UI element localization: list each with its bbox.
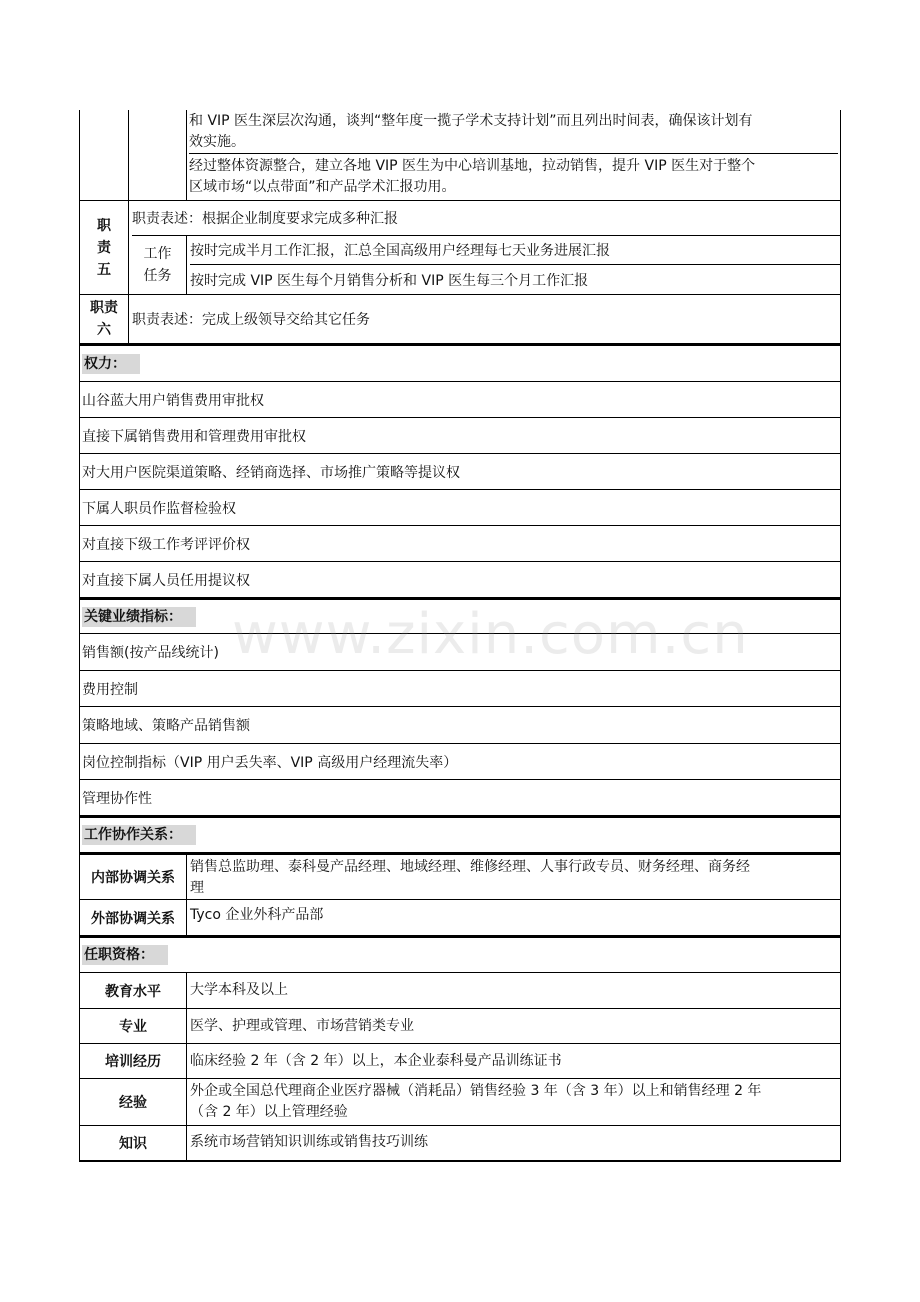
duty4-line: 区域市场“以点带面”和产品学术汇报功用。 bbox=[189, 179, 456, 195]
duty6-row bbox=[79, 295, 841, 344]
major-label: 专业 bbox=[119, 1019, 147, 1035]
watermark: www.zixin.com.cn bbox=[232, 602, 749, 667]
duty4-line: 和 VIP 医生深层次沟通，谈判“整年度一揽子学术支持计划”而且列出时间表，确保该计划有 bbox=[189, 113, 753, 129]
experience-label: 经验 bbox=[119, 1095, 147, 1111]
kpi-item bbox=[79, 671, 841, 707]
internal-relations-value: 销售总监助理、泰科曼产品经理、地域经理、维修经理、人事行政专员、财务经理、商务经 理 bbox=[190, 859, 750, 896]
authority-item-text: 对直接下属人员任用提议权 bbox=[82, 572, 250, 589]
duty4-line: 经过整体资源整合，建立各地 VIP 医生为中心培训基地，拉动销售，提升 VIP 医生对于整个 bbox=[189, 153, 838, 177]
relations-title: 工作协作关系： bbox=[82, 825, 196, 845]
duty4-line: 效实施。 bbox=[189, 134, 245, 150]
duty6-description: 职责表述：完成上级领导交给其它任务 bbox=[132, 312, 370, 328]
external-relations-value: Tyco 企业外科产品部 bbox=[190, 907, 324, 923]
authority-item-text: 下属人职员作监督检验权 bbox=[82, 500, 236, 517]
knowledge-value: 系统市场营销知识训练或销售技巧训练 bbox=[190, 1134, 428, 1150]
authority-header bbox=[79, 344, 841, 382]
kpi-header bbox=[79, 598, 841, 634]
kpi-list bbox=[79, 634, 841, 816]
training-value: 临床经验 2 年（含 2 年）以上，本企业泰科曼产品训练证书 bbox=[190, 1053, 562, 1069]
education-label: 教育水平 bbox=[105, 983, 161, 1000]
kpi-item bbox=[79, 634, 841, 671]
kpi-item bbox=[79, 780, 841, 816]
kpi-item-text: 岗位控制指标（VIP 用户丢失率、VIP 高级用户经理流失率） bbox=[82, 754, 458, 771]
external-relations-row bbox=[79, 900, 841, 936]
external-relations-label: 外部协调关系 bbox=[91, 910, 175, 927]
knowledge-row bbox=[79, 1126, 841, 1162]
qualifications-header bbox=[79, 936, 841, 973]
kpi-item-text: 费用控制 bbox=[82, 681, 138, 698]
duty4-row bbox=[79, 110, 841, 201]
relations-header bbox=[79, 816, 841, 853]
training-row bbox=[79, 1044, 841, 1079]
education-value: 大学本科及以上 bbox=[190, 982, 288, 998]
duty5-task-1: 按时完成半月工作汇报，汇总全国高级用户经理每七天业务进展汇报 bbox=[190, 236, 840, 265]
duty4-text bbox=[189, 111, 838, 200]
authority-item bbox=[79, 526, 841, 562]
qualifications-title: 任职资格： bbox=[82, 945, 168, 965]
education-row bbox=[79, 973, 841, 1009]
authority-item bbox=[79, 382, 841, 418]
authority-item-text: 对直接下级工作考评评价权 bbox=[82, 536, 250, 553]
kpi-item-text: 管理协作性 bbox=[82, 790, 152, 807]
authority-item bbox=[79, 454, 841, 490]
internal-relations-row bbox=[79, 853, 841, 900]
authority-item-text: 对大用户医院渠道策略、经销商选择、市场推广策略等提议权 bbox=[82, 464, 460, 481]
kpi-item-text: 策略地域、策略产品销售额 bbox=[82, 718, 250, 734]
kpi-item-text: 销售额(按产品线统计) bbox=[82, 645, 219, 661]
kpi-item bbox=[79, 707, 841, 744]
duty6-label: 职责 六 bbox=[90, 300, 118, 338]
training-label: 培训经历 bbox=[105, 1054, 161, 1070]
duty5-task-label: 工作 任务 bbox=[143, 246, 172, 284]
major-row bbox=[79, 1009, 841, 1044]
internal-relations-label: 内部协调关系 bbox=[91, 870, 175, 886]
authority-title: 权力： bbox=[82, 354, 140, 374]
experience-row bbox=[79, 1079, 841, 1126]
duty5-description: 职责表述：根据企业制度要求完成多种汇报 bbox=[132, 201, 840, 236]
authority-item bbox=[79, 418, 841, 454]
job-description-table bbox=[79, 110, 841, 1162]
authority-item bbox=[79, 490, 841, 526]
duty5-task-2: 按时完成 VIP 医生每个月销售分析和 VIP 医生每三个月工作汇报 bbox=[190, 272, 589, 289]
authority-item-text: 直接下属销售费用和管理费用审批权 bbox=[82, 428, 306, 445]
kpi-title: 关键业绩指标： bbox=[82, 607, 196, 627]
duty5-label: 职 责 五 bbox=[97, 217, 111, 278]
authority-item-text: 山谷蓝大用户销售费用审批权 bbox=[82, 392, 264, 409]
authority-item bbox=[79, 562, 841, 598]
major-value: 医学、护理或管理、市场营销类专业 bbox=[190, 1018, 414, 1034]
experience-value: 外企或全国总代理商企业医疗器械（消耗品）销售经验 3 年（含 3 年）以上和销售经理 2 年 （含 2 年）以上管理经验 bbox=[190, 1083, 762, 1120]
knowledge-label: 知识 bbox=[119, 1136, 147, 1152]
authority-list bbox=[79, 382, 841, 598]
kpi-item bbox=[79, 744, 841, 780]
duty5-row bbox=[79, 201, 841, 295]
